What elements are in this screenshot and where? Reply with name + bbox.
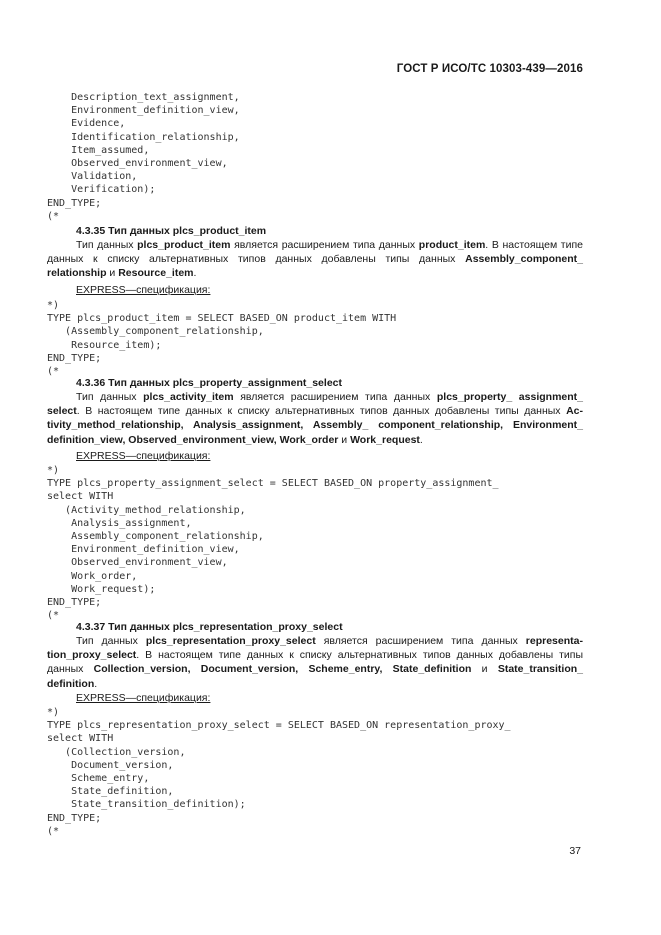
- page-number: 37: [569, 845, 581, 857]
- code-block-4-3-36: *) TYPE plcs_property_assignment_select = SELECT BASED_ON property_assignment_ select WITH (Activity_method_relationship, Analysis_assignment, Assembly_component_relationship, Environment_definition_view, Observed_environment_view, Work_order, Work_request); END_TYPE; (*: [47, 465, 499, 622]
- section-heading-4-3-36: 4.3.36 Тип данных plcs_property_assignment_select: [76, 377, 342, 389]
- code-block-top: Description_text_assignment, Environment_definition_view, Evidence, Identification_relationship, Item_assumed, Observed_environment_view, Validation, Verification); END_TYPE; (*: [47, 92, 240, 222]
- section-heading-4-3-35: 4.3.35 Тип данных plcs_product_item: [76, 225, 267, 237]
- section-heading-4-3-37: 4.3.37 Тип данных plcs_representation_proxy_select: [76, 621, 343, 633]
- document-header-title: ГОСТ Р ИСО/ТС 10303-439—2016: [396, 63, 583, 75]
- section-paragraph-4-3-37: Тип данных plcs_representation_proxy_select является расширением типа данных representa-tion_proxy_select. В настоящем типе данных к списку альтернативных типов данных добавлены типы данных Collection_version, Document_version, Scheme_entry, State_definition и State_transition_ definition.: [47, 635, 584, 690]
- code-block-4-3-37: *) TYPE plcs_representation_proxy_select = SELECT BASED_ON representation_proxy_ select WITH (Collection_version, Document_version, Scheme_entry, State_definition, State_transition_definition); END_TYPE; (*: [47, 707, 511, 837]
- section-paragraph-4-3-35: Тип данных plcs_product_item является расширением типа данных product_item. В настоящем типе данных к списку альтернативных типов данных добавлены типы данных Assembly_component_ relationship и Resource_item.: [47, 239, 583, 280]
- section-paragraph-4-3-36: Тип данных plcs_activity_item является расширением типа данных plcs_property_ assignment_ select. В настоящем типе данных к списку альтернативных типов данных добавлены типы данных Ac-tivity_method_relationship, Analysis_assignment, Assembly_ component_relationship, Environment_ definition_view, Observed_environment_view, Work_order и Work_request.: [47, 391, 583, 446]
- express-spec-label-4-3-35: EXPRESS—спецификация:: [76, 284, 211, 296]
- code-block-4-3-35: *) TYPE plcs_product_item = SELECT BASED_ON product_item WITH (Assembly_component_relationship, Resource_item); END_TYPE; (*: [47, 300, 397, 378]
- express-spec-label-4-3-36: EXPRESS—спецификация:: [76, 450, 211, 462]
- express-spec-label-4-3-37: EXPRESS—спецификация:: [76, 692, 211, 704]
